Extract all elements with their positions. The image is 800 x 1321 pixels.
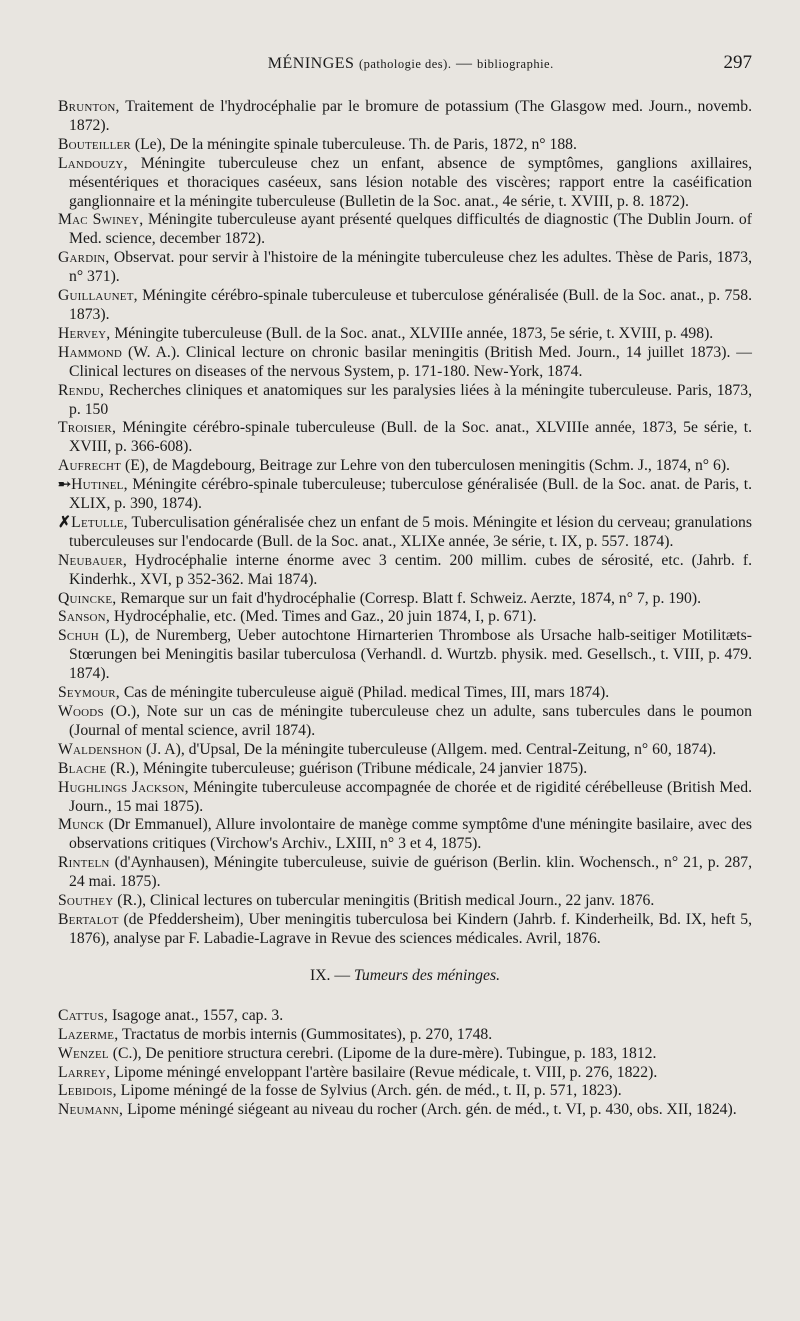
entry-text: Lipome méningé de la fosse de Sylvius (Arch. gén. de méd., t. II, p. 571, 1823).	[116, 1082, 622, 1100]
title-dash: —	[455, 55, 473, 72]
entry-author: Quincke,	[58, 589, 117, 607]
bibliography-entry	[58, 382, 752, 420]
bibliography-entry	[58, 779, 752, 817]
bibliography-entry	[58, 741, 752, 760]
entry-author: Southey	[58, 892, 114, 910]
bibliography-entry	[58, 98, 752, 136]
bibliography-entry	[58, 1026, 752, 1045]
entry-author: Mac Swiney,	[58, 211, 144, 229]
entry-author: Aufrecht	[58, 457, 122, 475]
entry-author: Bertalot	[58, 910, 119, 928]
bibliography-entry	[58, 1101, 752, 1120]
entry-text: Méningite tuberculeuse accompagnée de chorée et de rigidité cérébelleuse (British Med. Journ., 15 mai 1875).	[69, 778, 752, 815]
entry-text: Cas de méningite tuberculeuse aiguë (Philad. medical Times, III, mars 1874).	[119, 684, 610, 702]
section-dash: —	[334, 966, 351, 984]
entry-author: Brunton,	[58, 98, 120, 115]
bibliography-entry	[58, 457, 752, 476]
entry-text: (W. A.). Clinical lecture on chronic basilar meningitis (British Med. Journ., 14 juillet 1873). — Clinical lectures on diseases of the nervous System, p. 171-180. New-York, 1874.	[69, 343, 752, 380]
entry-author: Wenzel	[58, 1044, 109, 1062]
entry-text: (Le), De la méningite spinale tuberculeuse. Th. de Paris, 1872, n° 188.	[130, 135, 577, 153]
entry-author: Sanson,	[58, 608, 110, 626]
entry-text: (L), de Nuremberg, Ueber autochtone Hirnarterien Thrombose als Ursache halb-seitiger Motilitæts-Stœrungen bei Meningitis basilar tuberculosa (Verhandl. d. Wurtzb. physik. med. Gesellsch., t. VIII, p. 479. 1874).	[69, 627, 752, 683]
page-number: 297	[723, 52, 752, 73]
bibliography-entry	[58, 344, 752, 382]
entry-text: Traitement de l'hydrocéphalie par le bromure de potassium (The Glasgow med. Journ., novemb. 1872).	[69, 98, 752, 134]
entry-author: Rendu,	[58, 381, 105, 399]
entry-text: Recherches cliniques et anatomiques sur les paralysies liées à la méningite tuberculeuse. Paris, 1873, p. 150	[69, 381, 752, 418]
entry-author: Waldenshon	[58, 740, 143, 758]
entry-text: (E), de Magdebourg, Beitrage zur Lehre von den tuberculosen meningitis (Schm. J., 1874, n° 6).	[121, 457, 730, 475]
bibliography-entry	[58, 627, 752, 684]
bibliography-entry	[58, 136, 752, 155]
entry-author: Hutinel,	[71, 476, 128, 494]
bibliography-entry	[58, 325, 752, 344]
bibliography-entry	[58, 1064, 752, 1083]
entry-author: Rinteln	[58, 854, 110, 872]
bibliography-entry	[58, 816, 752, 854]
entry-author: Hammond	[58, 343, 123, 361]
entry-author: Munck	[58, 816, 105, 834]
entry-author: Seymour,	[58, 684, 120, 702]
entry-author: Troisier,	[58, 419, 117, 437]
bibliography-entry	[58, 703, 752, 741]
entry-author: Letulle,	[71, 513, 128, 531]
bibliography-list	[58, 98, 752, 949]
entry-author: Blache	[58, 759, 107, 777]
title-paren: (pathologie des).	[358, 57, 452, 71]
entry-text: Hydrocéphalie interne énorme avec 3 centim. 200 millim. cubes de sérosité, etc. (Jahrb. f. Kinderhk., XVI, p 352-362. Mai 1874).	[69, 551, 752, 588]
entry-author: Bouteiller	[58, 135, 131, 153]
entry-text: (Dr Emmanuel), Allure involontaire de manège comme symptôme d'une méningite basilaire, avec des observations critiques (Virchow's Archiv., LXIII, n° 3 et 4, 1875).	[69, 816, 752, 853]
bibliography-entry	[58, 684, 752, 703]
entry-author: Hughlings Jackson,	[58, 778, 189, 796]
entry-text: (R.), Méningite tuberculeuse; guérison (Tribune médicale, 24 janvier 1875).	[106, 759, 588, 777]
entry-text: Méningite cérébro-spinale tuberculeuse et tuberculose généralisée (Bull. de la Soc. anat., p. 758. 1873).	[69, 287, 752, 323]
margin-mark: ➸	[58, 476, 72, 494]
bibliography-entry	[58, 911, 752, 949]
bibliography-entry	[58, 211, 752, 249]
entry-text: Tractatus de morbis internis (Gummositates), p. 270, 1748.	[118, 1025, 493, 1043]
margin-mark: ✗	[58, 513, 72, 531]
entry-text: Lipome méningé enveloppant l'artère basilaire (Revue médicale, t. VIII, p. 276, 1822).	[110, 1063, 658, 1081]
bibliography-entry	[58, 476, 752, 514]
section-number: IX.	[310, 966, 331, 984]
entry-text: Méningite cérébro-spinale tuberculeuse; tuberculose généralisée (Bull. de la Soc. anat. de Paris, t. XLIX, p. 390, 1874).	[69, 476, 752, 513]
entry-author: Lebidois,	[58, 1082, 117, 1100]
entry-text: (J. A), d'Upsal, De la méningite tuberculeuse (Allgem. med. Central-Zeitung, n° 60, 1874).	[142, 740, 717, 758]
entry-text: (O.), Note sur un cas de méningite tuberculeuse chez un adulte, sans tubercules dans le poumon (Journal of mental science, avril 1874).	[69, 703, 752, 739]
bibliography-entry	[58, 608, 752, 627]
entry-text: (d'Aynhausen), Méningite tuberculeuse, suivie de guérison (Berlin. klin. Wochensch., n° 21, p. 287, 24 mai. 1875).	[69, 854, 752, 891]
entry-author: Neumann,	[58, 1101, 124, 1119]
entry-text: Tuberculisation généralisée chez un enfant de 5 mois. Méningite et lésion du cerveau; granulations tuberculeuses sur l'endocarde (Bull. de la Soc. anat., XLIXe année, 3e série, t. IX, p. 557. 1874).	[69, 513, 752, 550]
entry-author: Larrey,	[58, 1063, 111, 1081]
bibliography-entry	[58, 419, 752, 457]
bibliography-entry	[58, 514, 752, 552]
entry-text: Isagoge anat., 1557, cap. 3.	[108, 1006, 284, 1024]
entry-author: Schuh	[58, 627, 99, 645]
entry-author: Hervey,	[58, 324, 111, 342]
entry-text: (R.), Clinical lectures on tubercular meningitis (British medical Journ., 22 janv. 1876.	[113, 892, 655, 910]
section-title: Tumeurs des méninges.	[354, 966, 500, 984]
entry-author: Gardin,	[58, 249, 110, 267]
bibliography-entry	[58, 249, 752, 287]
entry-text: (de Pfeddersheim), Uber meningitis tuberculosa bei Kindern (Jahrb. f. Kinderheilk, Bd. IX, heft 5, 1876), analyse par F. Labadie-Lagrave in Revue des sciences médicales. Avril, 1876.	[69, 910, 752, 947]
entry-author: Neubauer,	[58, 551, 127, 569]
bibliography-entry	[58, 155, 752, 212]
entry-text: Remarque sur un fait d'hydrocéphalie (Corresp. Blatt f. Schweiz. Aerzte, 1874, n° 7, p. 190).	[116, 589, 701, 607]
entry-text: Méningite tuberculeuse chez un enfant, absence de symptômes, ganglions axillaires, mésentériques et thoraciques caséeux, sans lésion notable des viscères; rapport entre la caséification ganglionnaire et la méningite tuberculeuse (Bulletin de la Soc. anat., 4e série, t. XVIII, p. 8. 1872).	[69, 154, 752, 210]
bibliography-entry	[58, 552, 752, 590]
entry-text: Lipome méningé siégeant au niveau du rocher (Arch. gén. de méd., t. VI, p. 430, obs. XII, 1824).	[123, 1101, 737, 1119]
entry-author: Lazerme,	[58, 1025, 119, 1043]
entry-text: Hydrocéphalie, etc. (Med. Times and Gaz., 20 juin 1874, I, p. 671).	[109, 608, 537, 626]
entry-author: Woods	[58, 703, 104, 720]
entry-text: Méningite tuberculeuse (Bull. de la Soc. anat., XLVIIIe année, 1873, 5e série, t. XVIII, p. 498).	[110, 324, 714, 342]
page-title	[98, 55, 724, 73]
section-heading	[58, 967, 752, 985]
title-section: bibliographie.	[476, 57, 554, 71]
entry-author: Guillaunet,	[58, 287, 138, 305]
entry-text: Méningite tuberculeuse ayant présenté quelques difficultés de diagnostic (The Dublin Journ. of Med. science, december 1872).	[69, 211, 752, 248]
bibliography-entry	[58, 892, 752, 911]
bibliography-entry	[58, 1007, 752, 1026]
title-main: MÉNINGES	[267, 55, 355, 72]
entry-text: Méningite cérébro-spinale tuberculeuse (Bull. de la Soc. anat., XLVIIIe année, 1873, 5e série, t. XVIII, p. 366-608).	[69, 419, 752, 456]
bibliography-entry	[58, 1082, 752, 1101]
bibliography-entry	[58, 287, 752, 325]
entry-author: Cattus,	[58, 1006, 109, 1024]
entry-text: (C.), De penitiore structura cerebri. (Lipome de la dure-mère). Tubingue, p. 183, 1812.	[108, 1044, 657, 1062]
entry-author: Landouzy,	[58, 154, 128, 172]
entry-text: Observat. pour servir à l'histoire de la méningite tuberculeuse chez les adultes. Thèse de Paris, 1873, n° 371).	[69, 249, 752, 286]
bibliography-entry	[58, 760, 752, 779]
running-header	[58, 52, 752, 80]
bibliography-list-tumors	[58, 1007, 752, 1120]
bibliography-entry	[58, 854, 752, 892]
bibliography-entry	[58, 590, 752, 609]
bibliography-entry	[58, 1045, 752, 1064]
